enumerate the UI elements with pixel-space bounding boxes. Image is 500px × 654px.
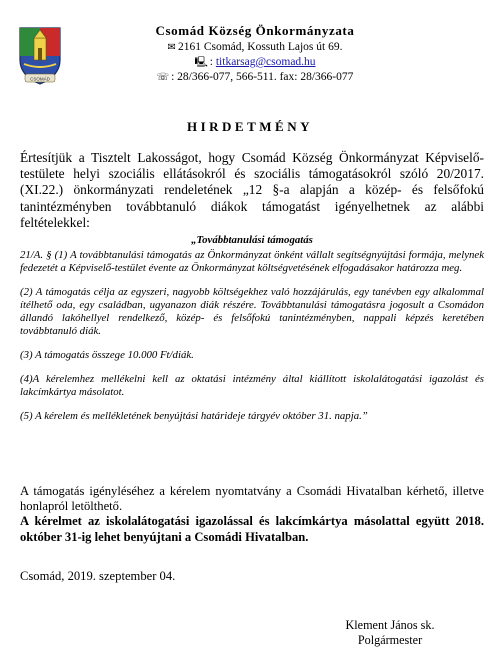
intro-paragraph: Értesítjük a Tisztelt Lakosságot, hogy Csomád Község Önkormányzat Képviselő-testülete helyi szociális ellátásokról és szociális támogatásokról szóló 20/2017.(XI.22.) önkormányzati rendeletének „12 §-a alapján a közép- és felsőfokú tanintézményben továbbtanuló diákok támogatást igényelhetnek az alábbi feltételekkel: (20, 150, 484, 230)
phone-text: : 28/366-077, 566-511. fax: 28/366-077 (171, 71, 354, 83)
computer-icon: 🖳 (194, 57, 208, 68)
closing-text (20, 484, 484, 545)
quoted-regulation (20, 234, 484, 434)
address-text: 2161 Csomád, Kossuth Lajos út 69. (177, 41, 343, 53)
phone-line (90, 70, 420, 85)
address-line (90, 40, 420, 55)
email-link[interactable]: titkarsag@csomad.hu (215, 56, 316, 68)
letterhead (90, 24, 420, 85)
regulation-paragraph-2: (2) A támogatás célja az egyszeri, nagyobb költségekhez való hozzájárulás, egy tanévben egy alkalommal ítélhető oda, egy családban, ugyanazon diák részére. Továbbtanulási támogatásra jogosult a Csomádon állandó lakóhellyel rendelkező, közép- és felsőfokú tanintézményben, nappali képzés keretében továbbtanuló diák. (20, 286, 484, 337)
signer-name: Klement János sk. (345, 618, 435, 632)
phone-icon: ☏ (156, 72, 170, 83)
regulation-paragraph-1: 21/A. § (1) A továbbtanulási támogatás az Önkormányzat önként vállalt segítségnyújtási formája, melynek fedezetét a Képviselő-testület évente az Önkormányzat költségvetésének elfogadásakor határozza meg. (20, 249, 484, 274)
organization-name: Csomád Község Önkormányzata (155, 23, 355, 38)
envelope-icon: ✉ (167, 42, 176, 53)
email-line: 🖳 : titkarsag@csomad.hu (194, 56, 316, 68)
signature-block (330, 618, 450, 648)
deadline-info: A kérelmet az iskolalátogatási igazolással és lakcímkártya másolattal együtt 2018. október 31-ig lehet benyújtani a Csomádi Hivatalban. (20, 514, 484, 544)
regulation-paragraph-3: (3) A támogatás összege 10.000 Ft/diák. (20, 349, 194, 361)
regulation-title: „Továbbtanulási támogatás (191, 234, 313, 246)
coat-of-arms-icon (16, 24, 64, 90)
request-info: A támogatás igényléséhez a kérelem nyomtatvány a Csomádi Hivatalban kérhető, illetve honlapról letölthető. (20, 484, 484, 514)
document-date: Csomád, 2019. szeptember 04. (20, 569, 176, 583)
signer-role: Polgármester (357, 633, 423, 647)
svg-text:CSOMÁD: CSOMÁD (30, 76, 50, 82)
regulation-paragraph-4: (4)A kérelemhez mellékelni kell az oktatási intézmény által kiállított iskolalátogatási igazolást és lakcímkártya másolatot. (20, 373, 484, 398)
document-title: HIRDETMÉNY (186, 119, 313, 134)
regulation-paragraph-5: (5) A kérelem és mellékletének benyújtási határideje tárgyév október 31. napja.” (20, 410, 368, 422)
